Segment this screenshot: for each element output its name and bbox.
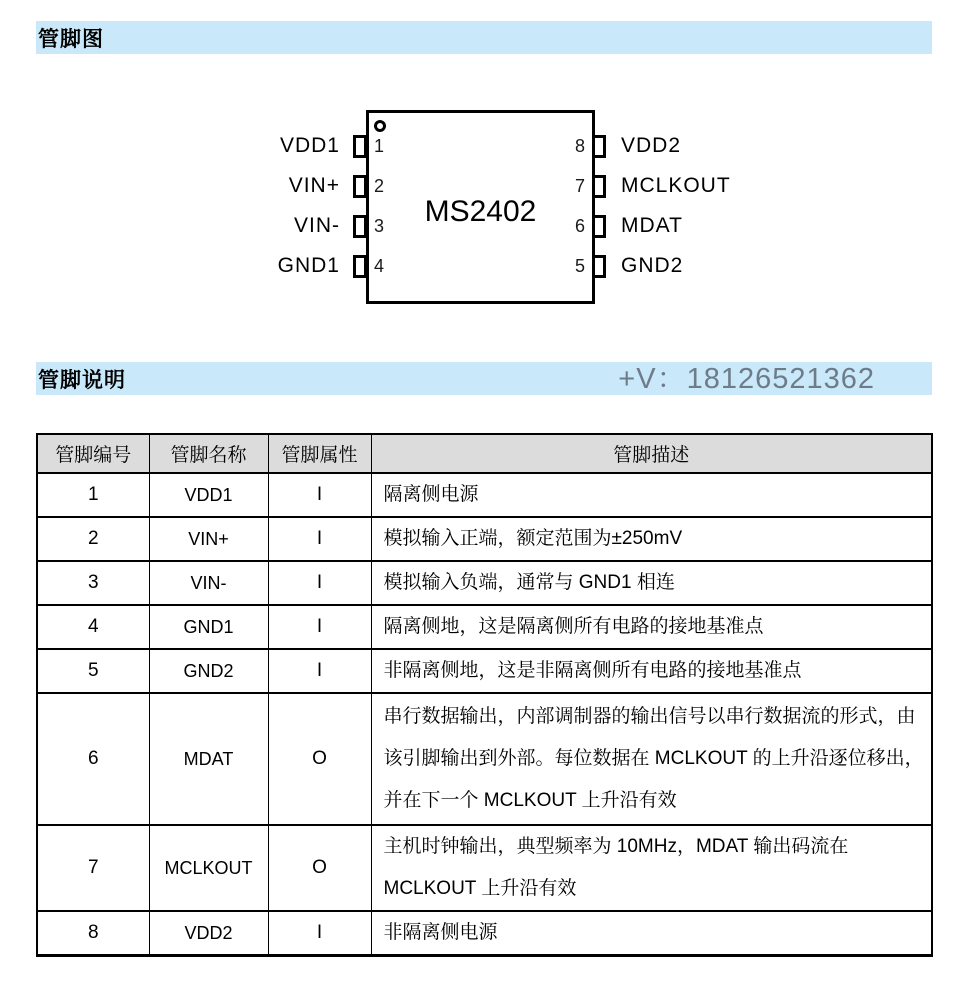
- pin-number-7: 7: [574, 176, 585, 196]
- pin-number-8: 8: [574, 136, 585, 156]
- chip-pin-diagram: [0, 0, 969, 360]
- pin-name-cell: VDD1: [149, 473, 268, 517]
- pin-label-vdd1: VDD1: [279, 134, 340, 157]
- pin-name-cell: VIN+: [149, 517, 268, 561]
- table-row: [37, 517, 932, 561]
- pin-attr-cell: I: [268, 473, 371, 517]
- pin-number-4: 4: [374, 256, 385, 276]
- pin-desc-cell: 隔离侧电源: [371, 473, 932, 517]
- pin-lead-7: [592, 175, 606, 198]
- pin-number-cell: 3: [37, 561, 149, 605]
- pin-attr-cell: I: [268, 605, 371, 649]
- pin-number-6: 6: [574, 216, 585, 236]
- pin-number-cell: 8: [37, 911, 149, 956]
- pin-attr-cell: O: [268, 693, 371, 825]
- pin-desc-cell: 隔离侧地，这是隔离侧所有电路的接地基准点: [371, 605, 932, 649]
- pin-name-cell: GND2: [149, 649, 268, 693]
- table-row: [37, 693, 932, 825]
- pin-label-gnd1: GND1: [277, 254, 340, 277]
- pin-number-3: 3: [374, 216, 385, 236]
- table-row: [37, 649, 932, 693]
- pin-number-cell: 4: [37, 605, 149, 649]
- col-header-pin-number: 管脚编号: [37, 434, 149, 473]
- pin-description-title: 管脚说明: [38, 368, 126, 392]
- pin-attr-cell: O: [268, 825, 371, 911]
- pin-name-cell: GND1: [149, 605, 268, 649]
- pin-desc-cell: 主机时钟输出，典型频率为 10MHz，MDAT 输出码流在 MCLKOUT 上升沿有效: [371, 825, 932, 911]
- table-row: [37, 561, 932, 605]
- table-header-row: [37, 434, 932, 473]
- pin-number-2: 2: [374, 176, 385, 196]
- pin-desc-cell: 非隔离侧地，这是非隔离侧所有电路的接地基准点: [371, 649, 932, 693]
- pin-name-cell: VDD2: [149, 911, 268, 956]
- pin-label-vdd2: VDD2: [621, 134, 682, 157]
- contact-watermark: +V：18126521362: [618, 363, 875, 395]
- pin-lead-6: [592, 215, 606, 238]
- pin-lead-8: [592, 135, 606, 158]
- pin-lead-5: [592, 255, 606, 278]
- pin-number-cell: 6: [37, 693, 149, 825]
- pin-number-cell: 2: [37, 517, 149, 561]
- table-row: [37, 473, 932, 517]
- pin-diagram-title: 管脚图: [38, 27, 104, 51]
- pin-label-gnd2: GND2: [621, 254, 684, 277]
- pin-lead-4: [353, 255, 367, 278]
- pin-lead-1: [353, 135, 367, 158]
- table-row: [37, 911, 932, 956]
- pin-label-mclkout: MCLKOUT: [621, 174, 731, 197]
- pin-name-cell: MCLKOUT: [149, 825, 268, 911]
- chip-name: MS2402: [424, 195, 537, 228]
- pin-attr-cell: I: [268, 911, 371, 956]
- section-header-pin-description: [36, 362, 932, 395]
- pin1-indicator-icon: [374, 120, 386, 132]
- col-header-pin-attr: 管脚属性: [268, 434, 371, 473]
- pin-attr-cell: I: [268, 649, 371, 693]
- pin-lead-3: [353, 215, 367, 238]
- col-header-pin-name: 管脚名称: [149, 434, 268, 473]
- pin-desc-cell: 串行数据输出，内部调制器的输出信号以串行数据流的形式，由该引脚输出到外部。每位数据在 MCLKOUT 的上升沿逐位移出，并在下一个 MCLKOUT 上升沿有效: [371, 693, 932, 825]
- col-header-pin-desc: 管脚描述: [371, 434, 932, 473]
- pin-number-1: 1: [374, 136, 385, 156]
- pin-label-mdat: MDAT: [621, 214, 683, 237]
- table-row: [37, 825, 932, 911]
- pin-desc-cell: 非隔离侧电源: [371, 911, 932, 956]
- pin-number-cell: 5: [37, 649, 149, 693]
- pin-description-table: [36, 433, 933, 957]
- pin-label-vin-minus: VIN-: [294, 214, 340, 237]
- pin-number-5: 5: [574, 256, 585, 276]
- pin-name-cell: MDAT: [149, 693, 268, 825]
- pin-label-vin-plus: VIN+: [288, 174, 340, 197]
- pin-lead-2: [353, 175, 367, 198]
- pin-name-cell: VIN-: [149, 561, 268, 605]
- pin-number-cell: 7: [37, 825, 149, 911]
- pin-attr-cell: I: [268, 517, 371, 561]
- pin-desc-cell: 模拟输入正端，额定范围为±250mV: [371, 517, 932, 561]
- table-row: [37, 605, 932, 649]
- pin-desc-cell: 模拟输入负端，通常与 GND1 相连: [371, 561, 932, 605]
- pin-attr-cell: I: [268, 561, 371, 605]
- pin-number-cell: 1: [37, 473, 149, 517]
